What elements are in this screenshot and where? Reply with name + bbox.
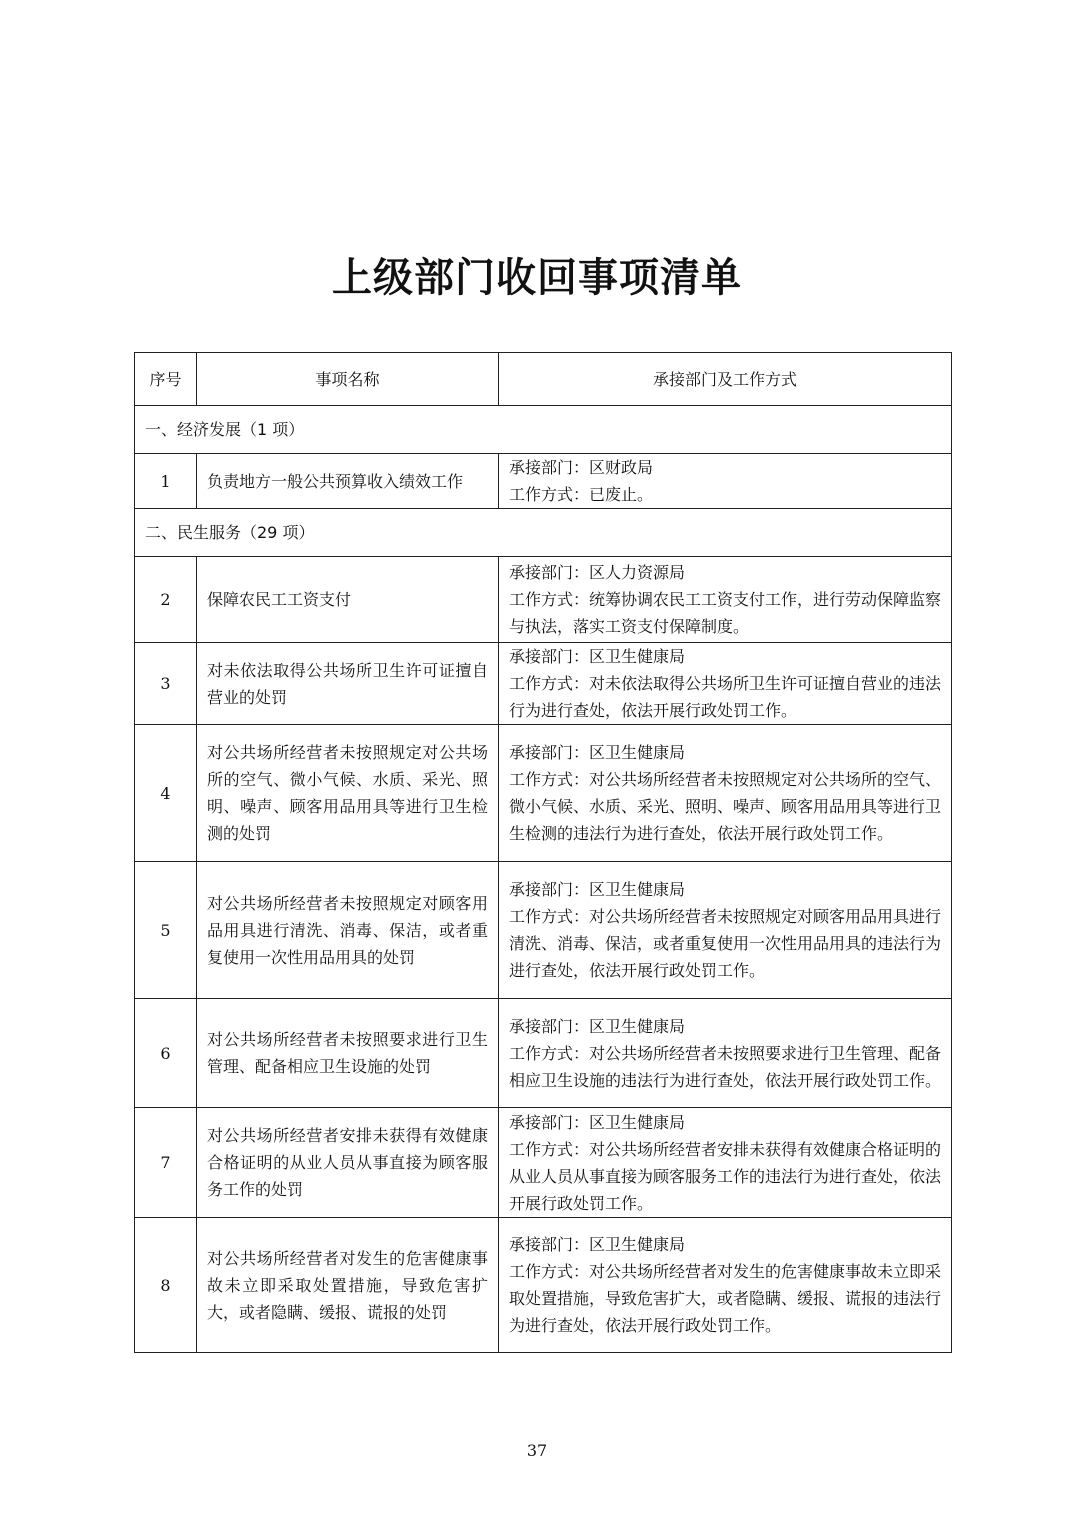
item-dept: 承接部门：区卫生健康局 [509,743,686,762]
item-way: 工作方式：对公共场所经营者未按照规定对顾客用品用具进行清洗、消毒、保洁，或者重复使用一次性用品用具的违法行为进行查处，依法开展行政处罚工作。 [509,907,942,980]
item-handling [499,862,952,999]
item-handling [499,725,952,862]
item-handling [499,1108,952,1218]
table-row [135,1218,952,1353]
item-dept: 承接部门：区人力资源局 [509,563,686,582]
item-dept: 承接部门：区卫生健康局 [509,1016,686,1036]
item-dept: 承接部门：区卫生健康局 [509,1235,686,1254]
item-number: 5 [135,862,197,999]
item-name: 对未依法取得公共场所卫生许可证擅自营业的处罚 [197,643,499,725]
items-table [134,352,952,1353]
section-row [135,509,952,557]
item-number: 1 [135,454,197,509]
item-way: 工作方式：对公共场所经营者对发生的危害健康事故未立即采取处置措施，导致危害扩大，或者隐瞒、缓报、谎报的违法行为进行查处，依法开展行政处罚工作。 [509,1262,942,1335]
item-number: 7 [135,1108,197,1218]
page-number: 37 [526,1441,548,1460]
header-no: 序号 [135,353,197,406]
table-row [135,454,952,509]
table-row [135,862,952,999]
item-dept: 承接部门：区财政局 [509,458,654,477]
item-number: 4 [135,725,197,862]
item-way: 工作方式：对未依法取得公共场所卫生许可证擅自营业的违法行为进行查处，依法开展行政处罚工作。 [509,674,942,720]
item-way: 工作方式：对公共场所经营者安排未获得有效健康合格证明的从业人员从事直接为顾客服务工作的违法行为进行查处，依法开展行政处罚工作。 [509,1139,942,1213]
item-name: 对公共场所经营者对发生的危害健康事故未立即采取处置措施，导致危害扩大，或者隐瞒、缓报、谎报的处罚 [197,1218,499,1353]
table-row [135,725,952,862]
item-number: 3 [135,643,197,725]
item-dept: 承接部门：区卫生健康局 [509,880,686,899]
item-number: 2 [135,557,197,643]
item-dept: 承接部门：区卫生健康局 [509,647,686,666]
table-row [135,1108,952,1218]
item-name: 保障农民工工资支付 [197,557,499,643]
header-way: 承接部门及工作方式 [499,353,952,406]
item-handling [499,557,952,643]
section-row [135,406,952,454]
item-name: 对公共场所经营者安排未获得有效健康合格证明的从业人员从事直接为顾客服务工作的处罚 [197,1108,499,1218]
item-way: 工作方式：已废止。 [509,485,654,504]
item-way: 工作方式：对公共场所经营者未按照规定对公共场所的空气、微小气候、水质、采光、照明、噪声、顾客用品用具等进行卫生检测的违法行为进行查处，依法开展行政处罚工作。 [509,770,942,843]
item-name: 对公共场所经营者未按照要求进行卫生管理、配备相应卫生设施的处罚 [197,999,499,1108]
section-label: 一、经济发展（1 项） [135,406,952,454]
section-label: 二、民生服务（29 项） [135,509,952,557]
item-name: 对公共场所经营者未按照规定对顾客用品用具进行清洗、消毒、保洁，或者重复使用一次性用品用具的处罚 [197,862,499,999]
item-handling [499,643,952,725]
table-row [135,557,952,643]
table-row [135,999,952,1108]
item-handling [499,999,952,1108]
item-number: 8 [135,1218,197,1353]
item-handling [499,454,952,509]
page-title: 上级部门收回事项清单 [332,254,742,301]
item-number: 6 [135,999,197,1108]
item-dept: 承接部门：区卫生健康局 [509,1112,686,1132]
table-header-row [135,353,952,406]
item-way: 工作方式：对公共场所经营者未按照要求进行卫生管理、配备相应卫生设施的违法行为进行查处，依法开展行政处罚工作。 [509,1043,942,1090]
table-row [135,643,952,725]
item-handling [499,1218,952,1353]
item-way: 工作方式：统筹协调农民工工资支付工作，进行劳动保障监察与执法，落实工资支付保障制度。 [509,590,942,636]
item-name: 对公共场所经营者未按照规定对公共场所的空气、微小气候、水质、采光、照明、噪声、顾客用品用具等进行卫生检测的处罚 [197,725,499,862]
header-name: 事项名称 [197,353,499,406]
item-name: 负责地方一般公共预算收入绩效工作 [197,454,499,509]
